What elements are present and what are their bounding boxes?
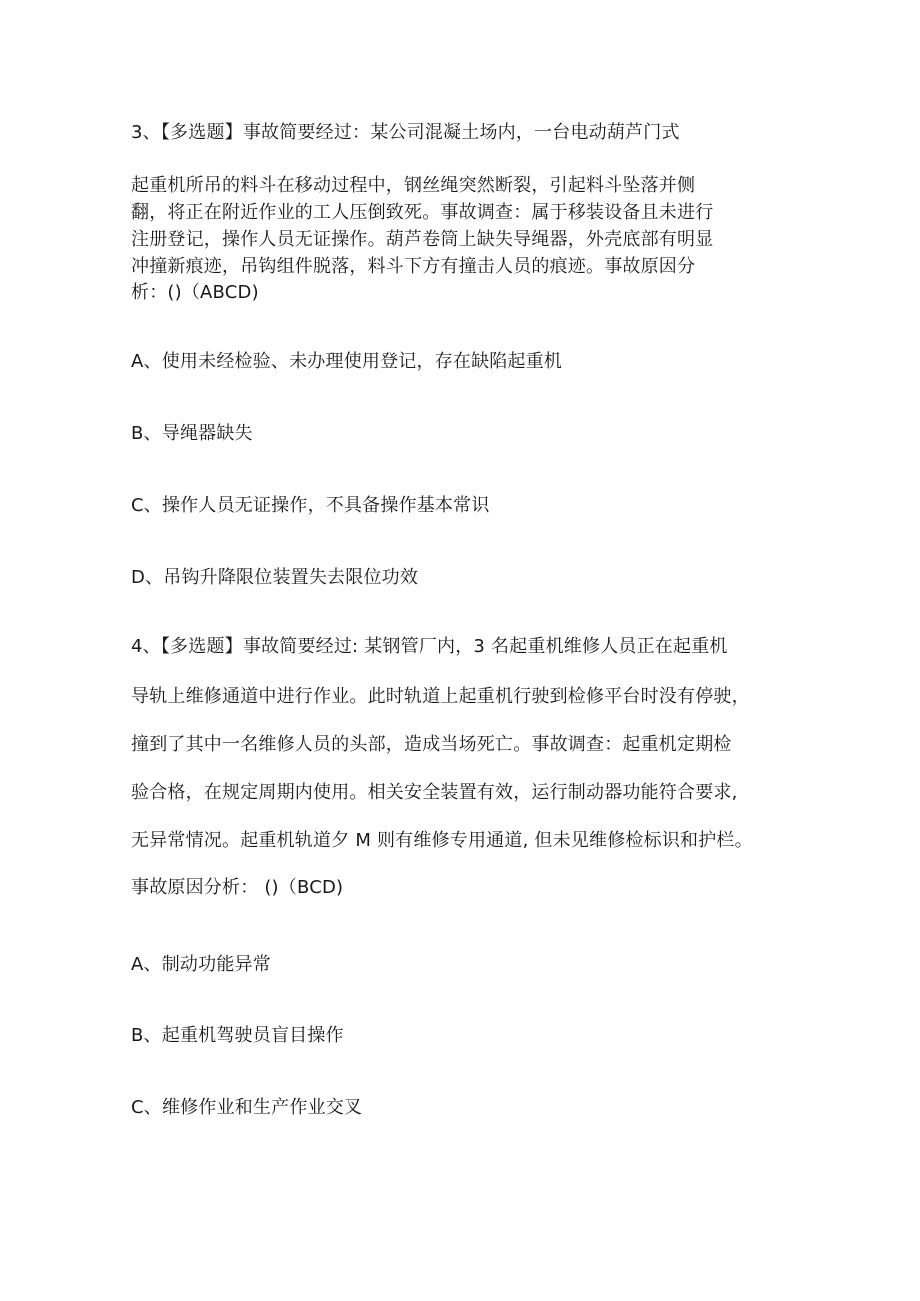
question-4-option-b: B、起重机驾驶员盲目操作 (131, 1025, 344, 1046)
question-3-stem-line: 起重机所吊的料斗在移动过程中，钢丝绳突然断裂，引起料斗坠落并侧 (131, 175, 696, 196)
question-4-stem-line: 4、【多选题】事故简要经过: 某钢管厂内，3 名起重机维修人员正在起重机 (131, 636, 728, 657)
question-3-option-b: B、导绳器缺失 (131, 423, 253, 444)
question-3-option-a: A、使用未经检验、未办理使用登记，存在缺陷起重机 (131, 351, 563, 372)
question-4-answer-line: 事故原因分析： ()（BCD) (131, 877, 344, 898)
question-3-stem-line: 翻，将正在附近作业的工人压倒致死。事故调查：属于移装设备且未进行 (131, 202, 714, 223)
question-4-option-a: A、制动功能异常 (131, 954, 271, 975)
question-4-stem-line: 导轨上维修通道中进行作业。此时轨道上起重机行驶到检修平台时没有停驶， (131, 686, 750, 707)
question-4-stem-line: 撞到了其中一名维修人员的头部，造成当场死亡。事故调查：起重机定期检 (131, 734, 732, 755)
question-4-option-c: C、维修作业和生产作业交叉 (131, 1097, 363, 1118)
question-3-option-c: C、操作人员无证操作，不具备操作基本常识 (131, 495, 490, 516)
question-4-stem-line: 无异常情况。起重机轨道夕 M 则有维修专用通道, 但未见维修检标识和护栏。 (131, 830, 753, 851)
question-4-stem-line: 验合格，在规定周期内使用。相关安全装置有效，运行制动器功能符合要求, (131, 782, 738, 803)
question-3-option-d: D、吊钩升降限位装置失去限位功效 (131, 567, 419, 588)
question-3-stem-line: 冲撞新痕迹，吊钩组件脱落，料斗下方有撞击人员的痕迹。事故原因分 (131, 256, 696, 277)
question-3-stem-line: 注册登记，操作人员无证操作。葫芦卷筒上缺失导绳器，外壳底部有明显 (131, 229, 714, 250)
question-3-stem-line: 3、【多选题】事故简要经过：某公司混凝土场内，一台电动葫芦门式 (131, 122, 680, 143)
question-3-answer-line: 析：()（ABCD) (131, 282, 259, 303)
